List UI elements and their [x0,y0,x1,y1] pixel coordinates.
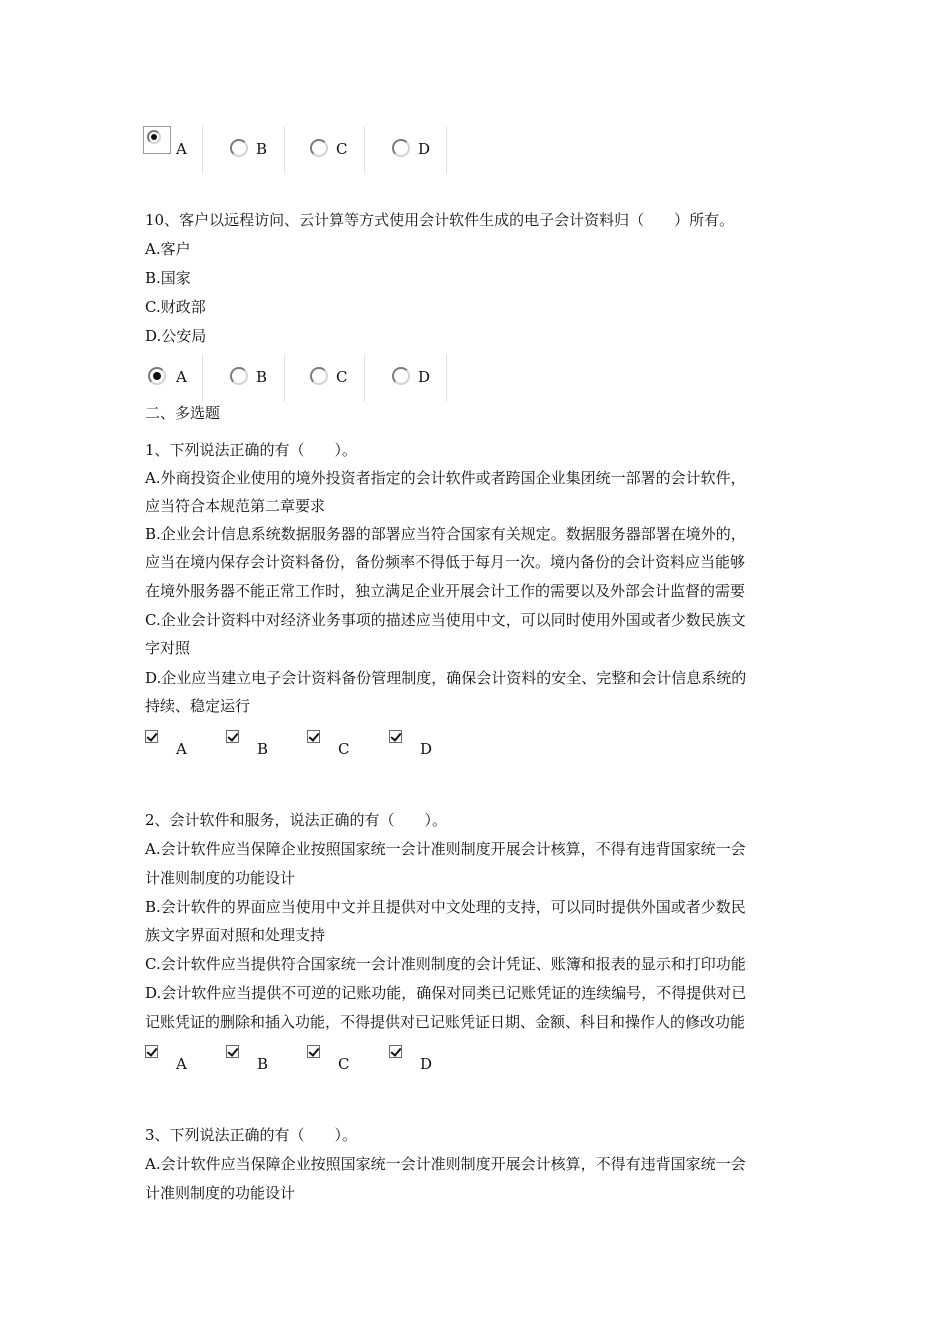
mq2-line: A.会计软件应当保障企业按照国家统一会计准则制度开展会计核算，不得有违背国家统一会 [145,840,746,858]
option-label-b: B [257,740,269,758]
mq3-line: 计准则制度的功能设计 [145,1184,296,1202]
mq2-line: 计准则制度的功能设计 [145,869,296,887]
radio-c[interactable] [310,367,328,385]
mq2-checkbox-group [143,1045,453,1075]
mq3-line: A.会计软件应当保障企业按照国家统一会计准则制度开展会计核算，不得有违背国家统一会 [145,1155,746,1173]
radio-c[interactable] [310,139,328,157]
q10-choice-a: A.客户 [145,240,191,258]
radio-option-c[interactable] [285,354,365,402]
mq1-stem: 1、下列说法正确的有（ ）。 [145,441,358,459]
mq1-line: A.外商投资企业使用的境外投资者指定的会计软件或者跨国企业集团统一部署的会计软件， [145,469,746,487]
option-label-d: D [418,140,431,158]
mq1-line: 应当符合本规范第二章要求 [145,497,326,515]
option-label-c: C [336,140,348,158]
radio-option-d[interactable] [365,126,447,174]
option-label-c: C [338,740,350,758]
checkbox-a-checked[interactable] [145,730,158,743]
section-title: 二、多选题 [145,404,221,422]
radio-option-b[interactable] [203,354,285,402]
mq1-line: 在境外服务器不能正常工作时，独立满足企业开展会计工作的需要以及外部会计监督的需要 [145,582,746,600]
prev-answer-radio-group [143,126,453,176]
option-label-d: D [418,368,431,386]
radio-option-a[interactable] [143,354,203,402]
mq1-line: C.企业会计资料中对经济业务事项的描述应当使用中文，可以同时使用外国或者少数民族文 [145,611,746,629]
option-label-a: A [176,740,187,758]
option-label-d: D [420,740,433,758]
option-label-c: C [336,368,348,386]
q10-radio-group [143,354,453,404]
q10-choice-c: C.财政部 [145,298,206,316]
option-label-a: A [176,368,187,386]
checkbox-b-checked[interactable] [226,1045,239,1058]
radio-d[interactable] [392,139,410,157]
mq1-line: 应当在境内保存会计资料备份，备份频率不得低于每月一次。境内备份的会计资料应当能够 [145,553,746,571]
mq2-line: D.会计软件应当提供不可逆的记账功能，确保对同类已记账凭证的连续编号，不得提供对已 [145,984,747,1002]
q10-choice-b: B.国家 [145,269,191,287]
mq1-checkbox-group [143,730,453,760]
mq1-line: 字对照 [145,639,191,657]
radio-b[interactable] [230,367,248,385]
divider [446,354,447,402]
mq3-stem: 3、下列说法正确的有（ ）。 [145,1126,358,1144]
option-label-b: B [256,140,268,158]
radio-option-a[interactable] [143,126,203,174]
option-label-a: A [176,1055,187,1073]
option-label-c: C [338,1055,350,1073]
mq2-line: C.会计软件应当提供符合国家统一会计准则制度的会计凭证、账簿和报表的显示和打印功能 [145,955,746,973]
radio-option-c[interactable] [285,126,365,174]
option-label-d: D [420,1055,433,1073]
option-label-a: A [176,140,187,158]
option-label-b: B [256,368,268,386]
radio-b[interactable] [230,139,248,157]
mq2-line: B.会计软件的界面应当使用中文并且提供对中文处理的支持，可以同时提供外国或者少数民 [145,898,746,916]
radio-option-b[interactable] [203,126,285,174]
mq2-stem: 2、会计软件和服务，说法正确的有（ ）。 [145,811,448,829]
radio-frame [143,126,171,154]
radio-a-selected[interactable] [148,367,166,385]
mq1-line: D.企业应当建立电子会计资料备份管理制度，确保会计资料的安全、完整和会计信息系统的 [145,669,747,687]
mq2-line: 记账凭证的删除和插入功能，不得提供对已记账凭证日期、金额、科目和操作人的修改功能 [145,1013,746,1031]
mq1-line: B.企业会计信息系统数据服务器的部署应当符合国家有关规定。数据服务器部署在境外的， [145,525,746,543]
radio-d[interactable] [392,367,410,385]
checkbox-b-checked[interactable] [226,730,239,743]
checkbox-d-checked[interactable] [389,1045,402,1058]
divider [446,126,447,174]
question-10-stem: 10、客户以远程访问、云计算等方式使用会计软件生成的电子会计资料归（ ）所有。 [145,211,735,229]
checkbox-c-checked[interactable] [307,730,320,743]
checkbox-d-checked[interactable] [389,730,402,743]
radio-option-d[interactable] [365,354,447,402]
mq2-line: 族文字界面对照和处理支持 [145,926,326,944]
radio-a-selected[interactable] [147,130,161,144]
q10-choice-d: D.公安局 [145,327,207,345]
checkbox-a-checked[interactable] [145,1045,158,1058]
mq1-line: 持续、稳定运行 [145,697,251,715]
checkbox-c-checked[interactable] [307,1045,320,1058]
option-label-b: B [257,1055,269,1073]
